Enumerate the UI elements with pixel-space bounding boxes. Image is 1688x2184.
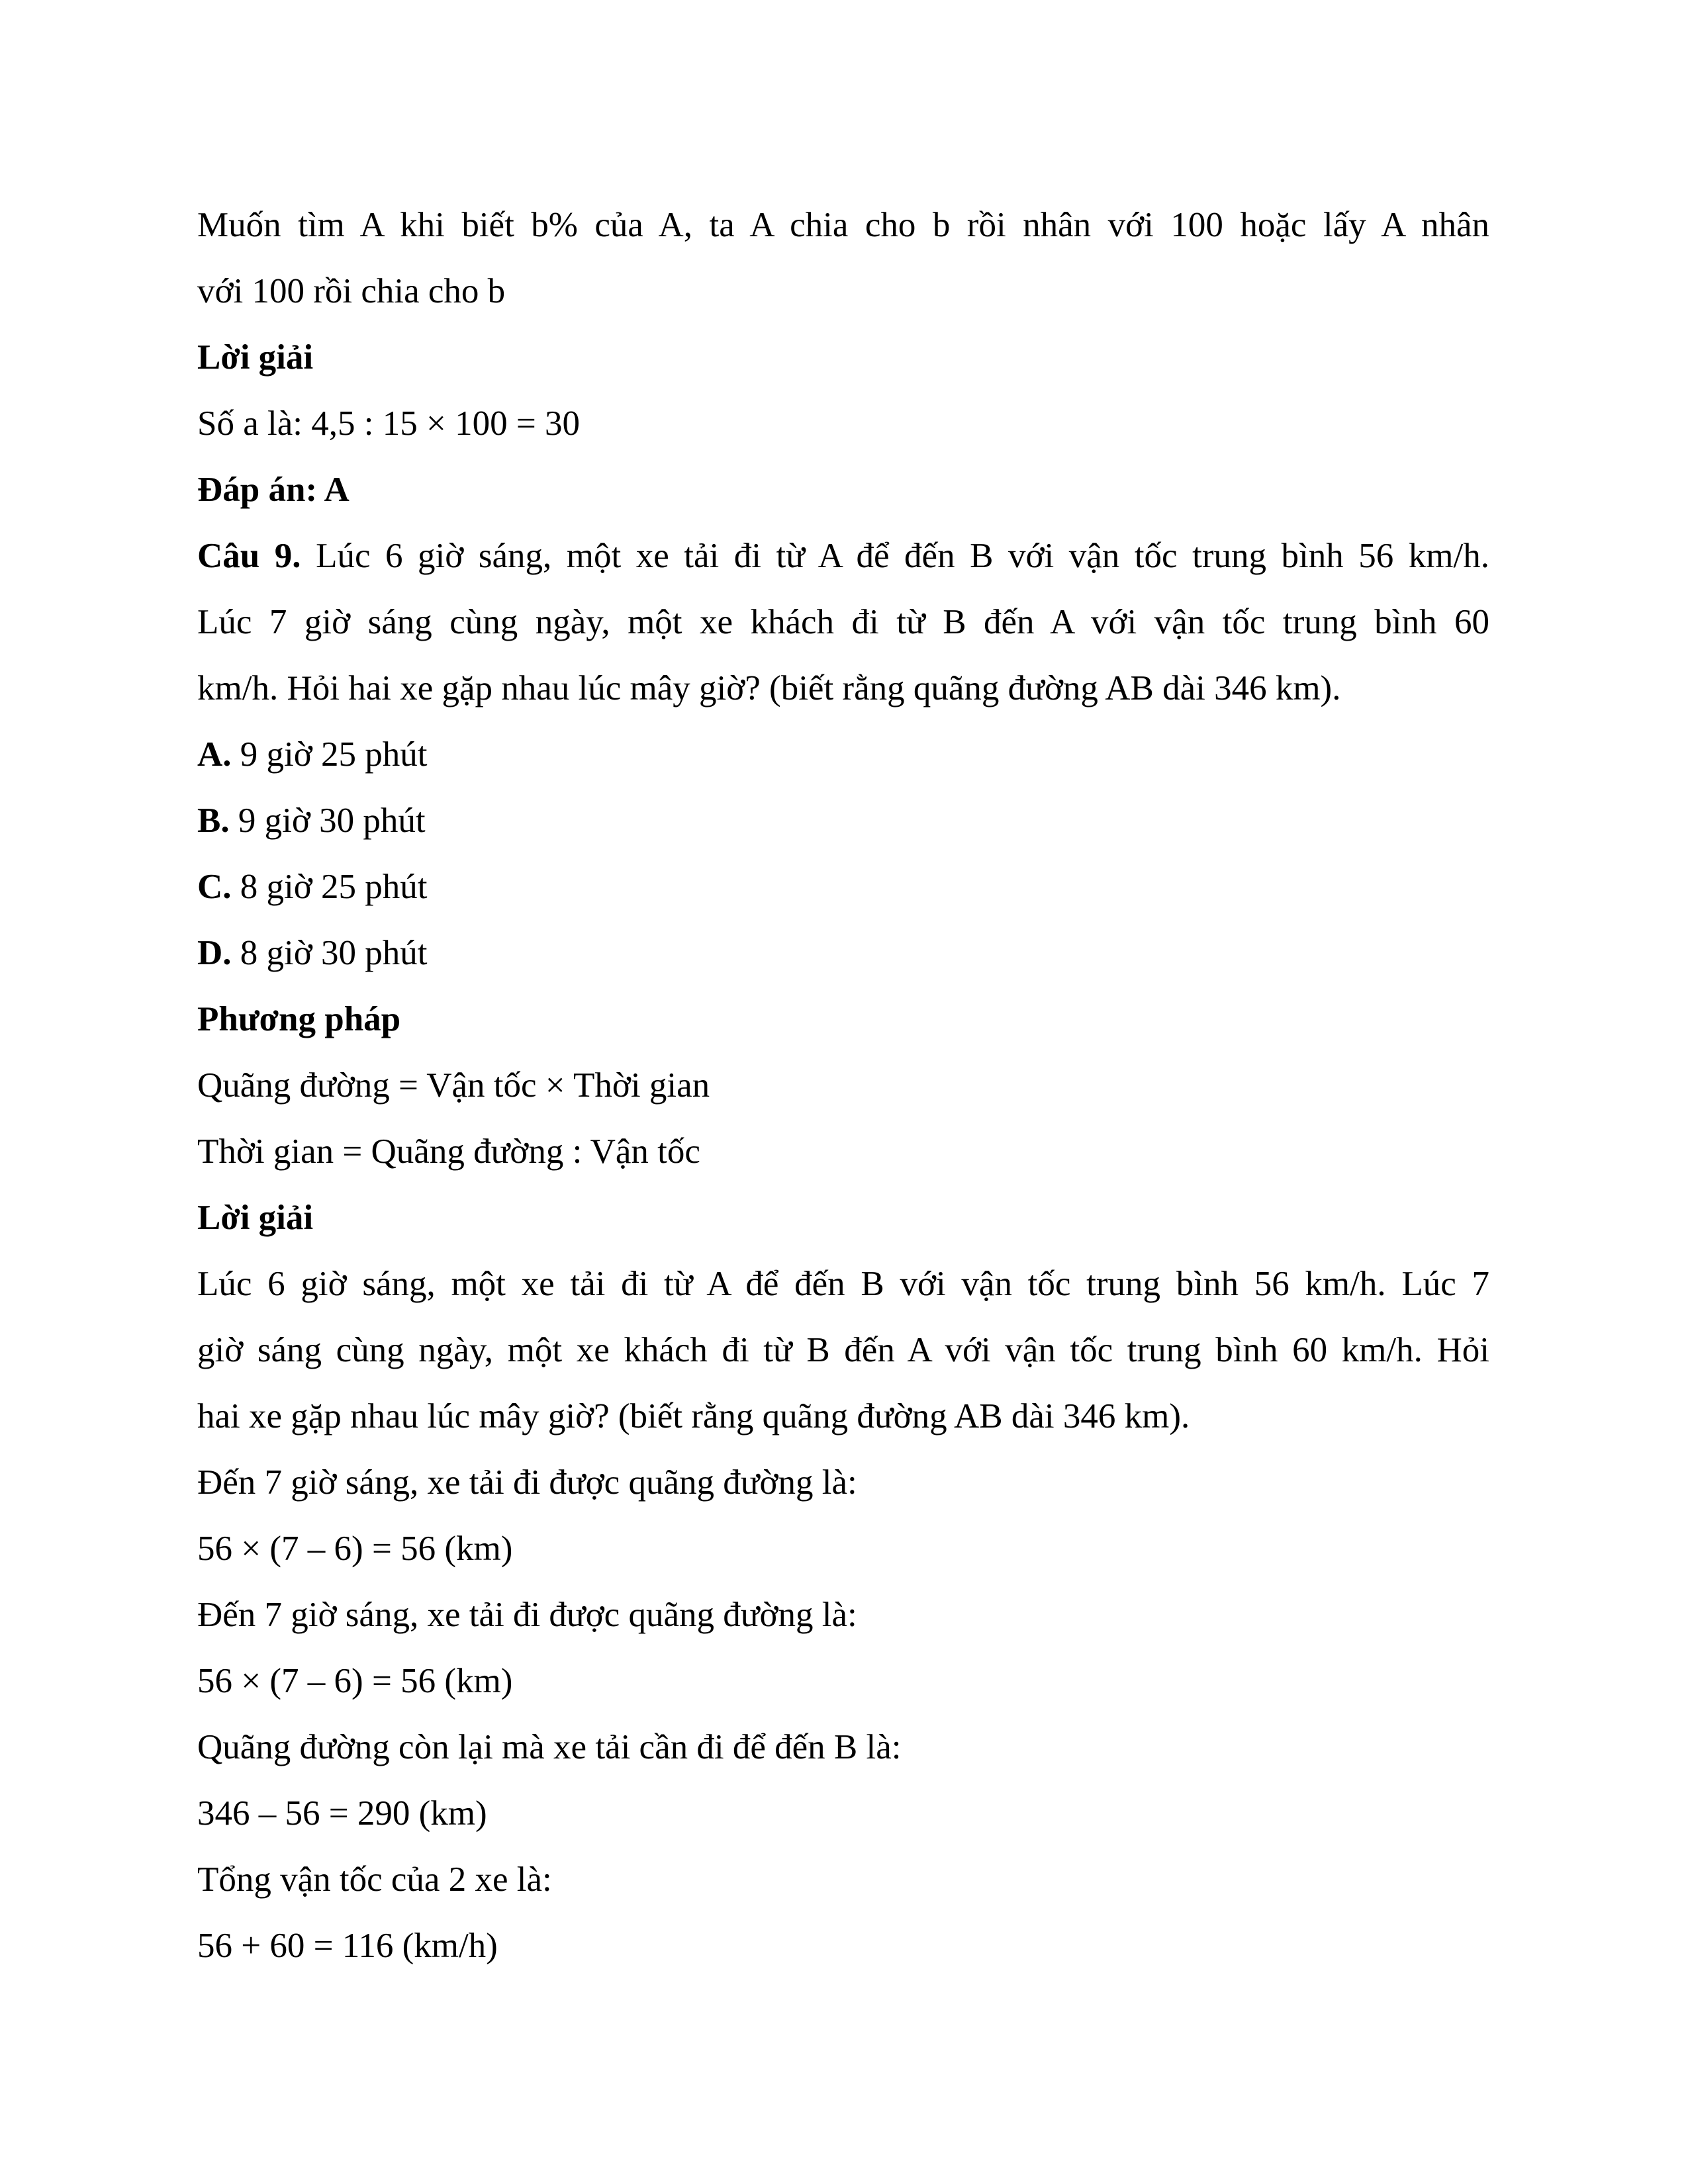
- solution-2-line-2: giờ sáng cùng ngày, một xe khách đi từ B đến A với vận tốc trung bình 60 km/h. Hỏi: [197, 1331, 1489, 1369]
- question-9-line-3: km/h. Hỏi hai xe gặp nhau lúc mây giờ? (biết rằng quãng đường AB dài 346 km).: [197, 669, 1341, 707]
- solution-2-line-10: Tổng vận tốc của 2 xe là:: [197, 1860, 552, 1899]
- option-b-label: B.: [197, 801, 230, 840]
- solution-2-heading: Lời giải: [197, 1199, 314, 1237]
- option-c-text: 8 giờ 25 phút: [231, 868, 428, 906]
- option-b-text: 9 giờ 30 phút: [229, 801, 426, 840]
- solution-2-line-4: Đến 7 giờ sáng, xe tải đi được quãng đường là:: [197, 1463, 857, 1502]
- solution-text: Số a là: 4,5 : 15 × 100 = 30: [197, 404, 580, 443]
- method-line-1: Quãng đường = Vận tốc × Thời gian: [197, 1066, 710, 1105]
- intro-line-1: Muốn tìm A khi biết b% của A, ta A chia cho b rồi nhân với 100 hoặc lấy A nhân: [197, 206, 1489, 244]
- solution-2-line-6: Đến 7 giờ sáng, xe tải đi được quãng đường là:: [197, 1596, 857, 1634]
- question-9-line-1: [197, 523, 1489, 589]
- option-d-text: 8 giờ 30 phút: [231, 934, 428, 972]
- solution-2-line-7: 56 × (7 – 6) = 56 (km): [197, 1662, 513, 1700]
- option-d-label: D.: [197, 934, 232, 972]
- option-c: [197, 854, 1489, 920]
- solution-2-line-5: 56 × (7 – 6) = 56 (km): [197, 1529, 513, 1568]
- solution-2-line-11: 56 + 60 = 116 (km/h): [197, 1927, 498, 1965]
- document-page: [197, 192, 1489, 1979]
- intro-line-2: với 100 rồi chia cho b: [197, 272, 506, 310]
- option-a-label: A.: [197, 735, 232, 774]
- method-heading: Phương pháp: [197, 1000, 401, 1038]
- solution-2-line-9: 346 – 56 = 290 (km): [197, 1794, 487, 1833]
- solution-2-line-8: Quãng đường còn lại mà xe tải cần đi để đến B là:: [197, 1728, 902, 1766]
- answer-line: Đáp án: A: [197, 471, 350, 509]
- option-c-label: C.: [197, 868, 232, 906]
- option-b: [197, 788, 1489, 854]
- option-a: [197, 721, 1489, 788]
- option-d: [197, 920, 1489, 986]
- question-9-text: Lúc 6 giờ sáng, một xe tải đi từ A để đến B với vận tốc trung bình 56 km/h.: [301, 537, 1489, 575]
- question-9-line-2: Lúc 7 giờ sáng cùng ngày, một xe khách đi từ B đến A với vận tốc trung bình 60: [197, 603, 1489, 641]
- method-line-2: Thời gian = Quãng đường : Vận tốc: [197, 1132, 700, 1171]
- option-a-text: 9 giờ 25 phút: [231, 735, 428, 774]
- question-9-label: Câu 9.: [197, 537, 301, 575]
- solution-heading: Lời giải: [197, 338, 314, 377]
- solution-2-line-3: hai xe gặp nhau lúc mây giờ? (biết rằng quãng đường AB dài 346 km).: [197, 1397, 1190, 1435]
- solution-2-line-1: Lúc 6 giờ sáng, một xe tải đi từ A để đến B với vận tốc trung bình 56 km/h. Lúc 7: [197, 1265, 1489, 1303]
